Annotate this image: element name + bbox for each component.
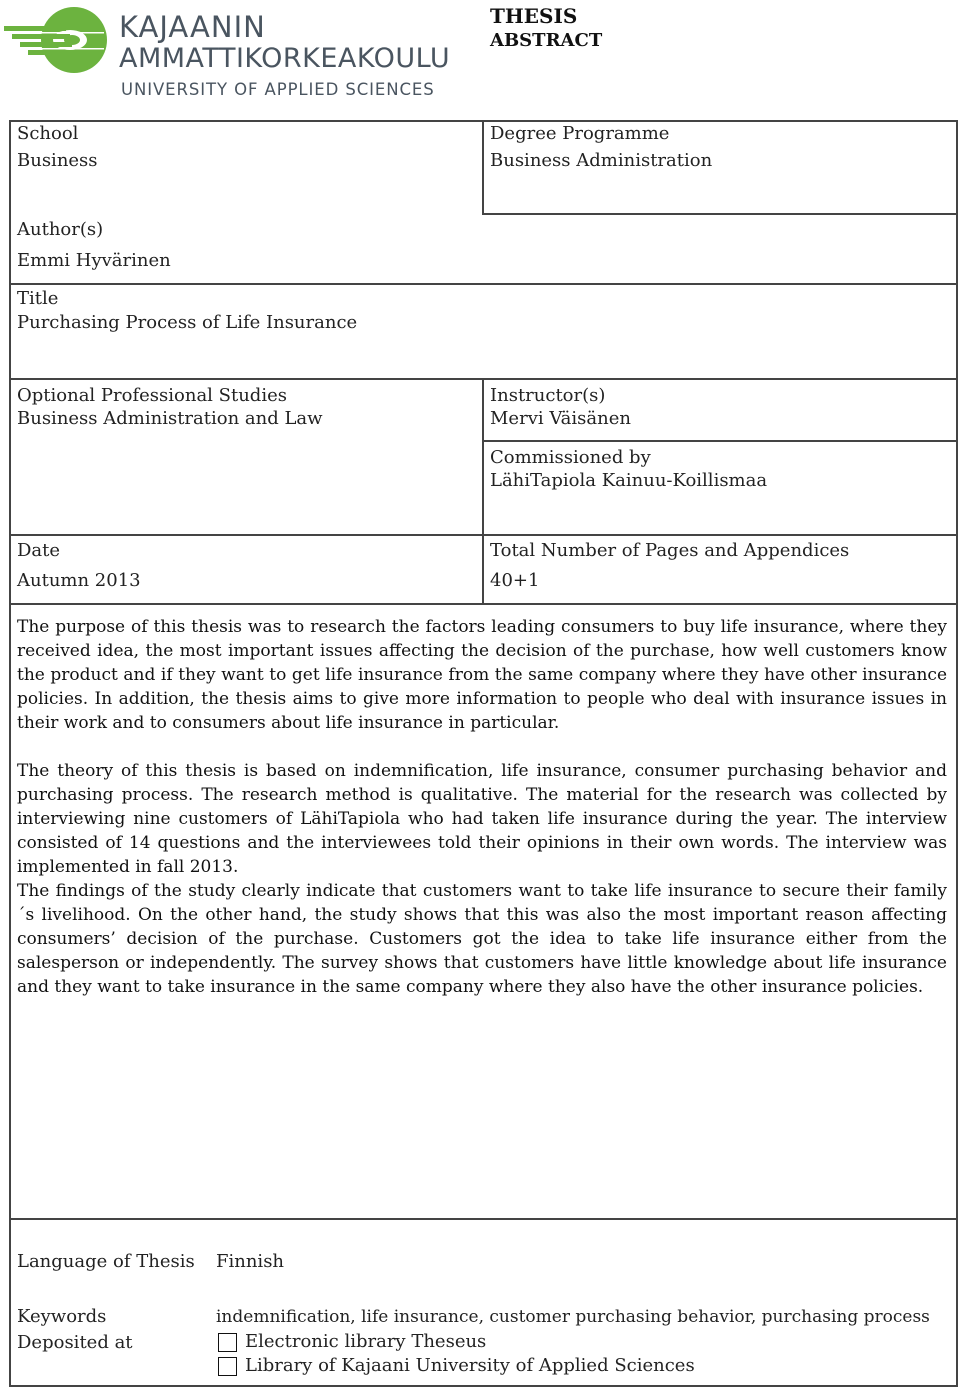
instructor-label: Instructor(s) — [490, 385, 606, 406]
title-label: Title — [17, 288, 59, 309]
deposit-checkbox-library[interactable] — [218, 1357, 237, 1376]
abstract-paragraph-1: The purpose of this thesis was to research the factors leading consumers to buy life insurance, where they received idea, the most important issues affecting the decision of the purchase, how well customers know the product and if they want to get life insurance from the same company where they have other insurance policies. In addition, the thesis aims to give more information to people who deal with insurance issues in their work and to consumers about life insurance in particular. — [17, 617, 947, 733]
doc-type-line2: ABSTRACT — [490, 30, 603, 51]
abstract-paragraph-2: The theory of this thesis is based on indemnification, life insurance, consumer purchasing behavior and purchasing process. The research method is qualitative. The material for the research was collected by interviewing nine customers of LähiTapiola who had taken life insurance during the year. The interview consisted of 14 questions and the interviewees told their opinions in their own words. The interview was implemented in fall 2013. — [17, 761, 947, 877]
optional-studies-value: Business Administration and Law — [17, 408, 323, 429]
logo-text-line3: UNIVERSITY OF APPLIED SCIENCES — [121, 80, 435, 99]
keywords-value: indemnification, life insurance, customer purchasing behavior, purchasing process — [216, 1307, 930, 1327]
logo-swoosh-icon — [2, 2, 112, 82]
date-value: Autumn 2013 — [17, 570, 141, 591]
logo — [2, 2, 452, 102]
language-label: Language of Thesis — [17, 1251, 195, 1272]
commissioned-label: Commissioned by — [490, 447, 651, 468]
school-label: School — [17, 123, 79, 144]
pages-label: Total Number of Pages and Appendices — [490, 540, 850, 561]
school-value: Business — [17, 150, 98, 171]
pages-value: 40+1 — [490, 570, 540, 591]
deposit-option-theseus: Electronic library Theseus — [245, 1331, 487, 1352]
date-label: Date — [17, 540, 61, 561]
deposit-option-library: Library of Kajaani University of Applied Sciences — [245, 1355, 695, 1376]
title-value: Purchasing Process of Life Insurance — [17, 312, 358, 333]
author-value: Emmi Hyvärinen — [17, 250, 171, 271]
abstract-paragraph-3: The findings of the study clearly indicate that customers want to take life insurance to secure their family´s livelihood. On the other hand, the study shows that this was also the most important reason affecting consumers’ decision of the purchase. Customers got the idea to take life insurance either from the salesperson or independently. The survey shows that customers have little knowledge about life insurance and they want to take insurance in the same company where they also have the other insurance policies. — [17, 881, 947, 997]
optional-studies-label: Optional Professional Studies — [17, 385, 287, 406]
deposited-label: Deposited at — [17, 1332, 133, 1353]
deposit-checkbox-theseus[interactable] — [218, 1333, 237, 1352]
commissioned-value: LähiTapiola Kainuu-Koillismaa — [490, 470, 768, 491]
degree-programme-label: Degree Programme — [490, 123, 670, 144]
doc-type-line1: THESIS — [490, 4, 578, 28]
language-value: Finnish — [216, 1251, 285, 1272]
author-label: Author(s) — [17, 219, 104, 240]
logo-text-line2: AMMATTIKORKEAKOULU — [119, 43, 451, 74]
instructor-value: Mervi Väisänen — [490, 408, 631, 429]
keywords-label: Keywords — [17, 1306, 107, 1327]
degree-programme-value: Business Administration — [490, 150, 713, 171]
logo-text-line1: KAJAANIN — [119, 10, 266, 44]
